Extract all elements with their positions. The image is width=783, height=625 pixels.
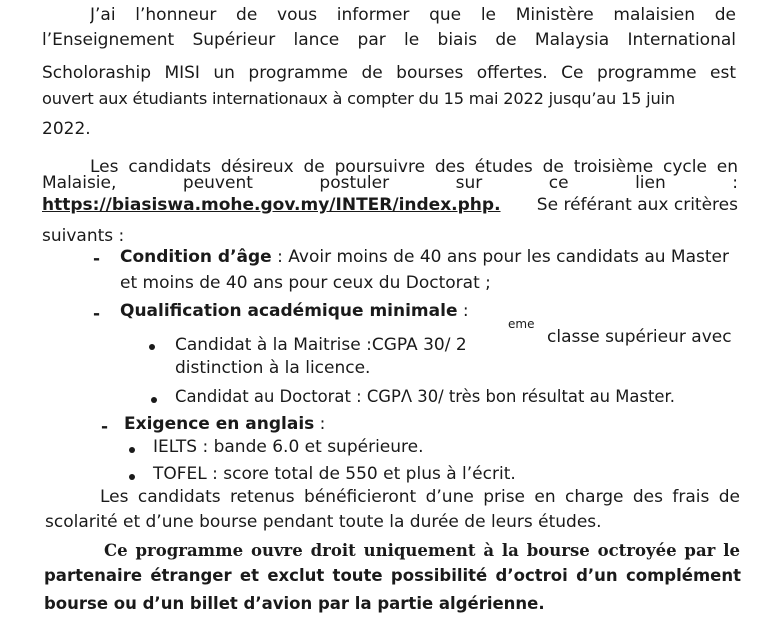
qualification-item1-part1: Candidat à la Maitrise :CGPA 30/ 2 (175, 335, 467, 355)
english-title: Exigence en anglais (124, 414, 315, 434)
english-item2: TOFEL : score total de 550 et plus à l’écrit. (153, 464, 516, 484)
english-item1-bullet (129, 447, 135, 453)
age-line2: et moins de 40 ans pour ceux du Doctorat ; (120, 273, 491, 293)
qualification-item2-bullet (151, 397, 157, 403)
paragraph3-line2: scolarité et d’une bourse pendant toute la durée de leurs études. (45, 512, 602, 532)
paragraph2-line3-rest: Se référant aux critères (536, 195, 738, 215)
qualification-criterion (120, 300, 469, 324)
qualification-title: Qualification académique minimale (120, 301, 458, 321)
age-dash: - (93, 249, 101, 269)
age-title: Condition d’âge (120, 247, 272, 267)
age-text: : Avoir moins de 40 ans pour les candidats au Master (271, 247, 729, 267)
qualification-item1-line2: distinction à la licence. (175, 358, 371, 378)
qualification-item1-sup: eme (508, 317, 535, 331)
english-item2-bullet (129, 474, 135, 480)
paragraph1-line5: 2022. (42, 119, 91, 139)
paragraph2-line4: suivants : (42, 226, 125, 246)
english-dash: - (101, 417, 109, 437)
paragraph1-line4: ouvert aux étudiants internationaux à compter du 15 mai 2022 jusqu’au 15 juin (42, 89, 675, 108)
paragraph4-line2: partenaire étranger et exclut toute possibilité d’octroi d’un complément (44, 566, 741, 585)
paragraph2-line1: Les candidats désireux de poursuivre des études de troisième cycle en (90, 157, 738, 177)
qualification-text: : (457, 301, 469, 321)
paragraph1-line3: Scholoraship MISI un programme de bourses offertes. Ce programme est (42, 63, 736, 83)
paragraph2-line2: Malaisie, peuvent postuler sur ce lien : (42, 173, 738, 193)
paragraph4-line1: Ce programme ouvre droit uniquement à la bourse octroyée par le (104, 541, 740, 560)
qualification-item2: Candidat au Doctorat : CGPΛ 30/ très bon résultat au Master. (175, 387, 675, 406)
age-criterion (120, 246, 729, 270)
paragraph4-line3: bourse ou d’un billet d’avion par la partie algérienne. (44, 594, 545, 613)
english-criterion (124, 413, 325, 437)
english-item1: IELTS : bande 6.0 et supérieure. (153, 437, 424, 457)
qualification-dash: - (93, 304, 101, 324)
mohe-link[interactable]: https://biasiswa.mohe.gov.my/INTER/index.php. (42, 195, 501, 215)
paragraph2-line3 (42, 194, 738, 218)
qualification-item1-bullet (149, 344, 155, 350)
paragraph1-line1: J’ai l’honneur de vous informer que le Ministère malaisien de (90, 5, 736, 25)
english-text: : (314, 414, 326, 434)
qualification-item1-part2: classe supérieur avec (547, 327, 732, 347)
paragraph3-line1: Les candidats retenus bénéficieront d’une prise en charge des frais de (100, 487, 740, 507)
paragraph1-line2: l’Enseignement Supérieur lance par le biais de Malaysia International (42, 30, 736, 50)
